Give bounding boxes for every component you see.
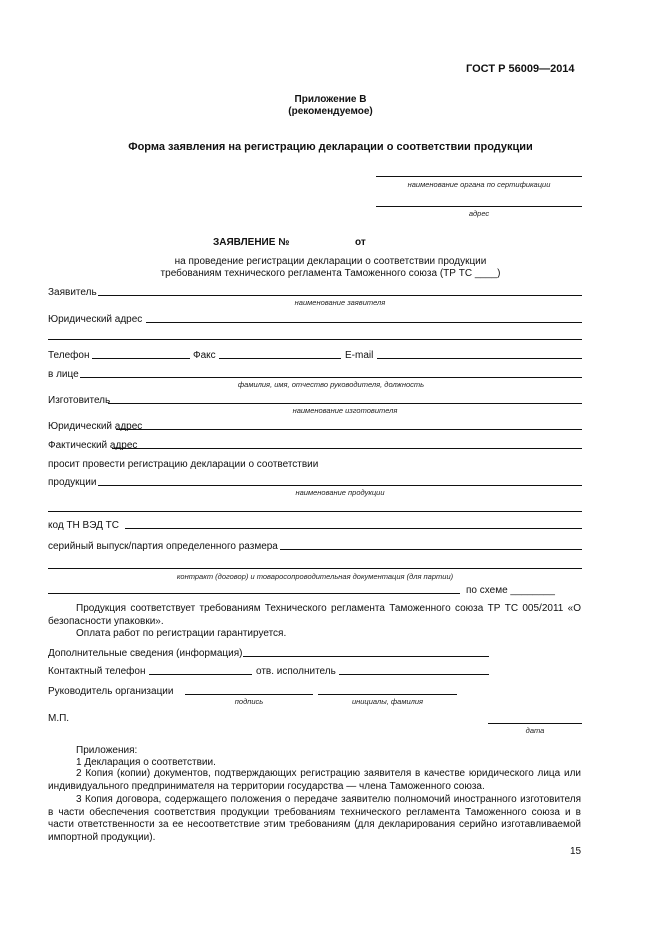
scheme-label: по схеме ________ xyxy=(466,585,555,596)
additional-info-input-line[interactable] xyxy=(243,656,489,657)
phone-input-line[interactable] xyxy=(92,358,190,359)
appendix-title: Приложение В xyxy=(294,94,367,105)
products-caption: наименование продукции xyxy=(295,488,385,497)
email-label: E-mail xyxy=(345,350,374,361)
additional-info-label: Дополнительные сведения (информация) xyxy=(48,648,243,659)
applicant-label: Заявитель xyxy=(48,287,97,298)
in-person-label: в лице xyxy=(48,369,79,380)
attachments-title: Приложения: xyxy=(76,745,138,756)
attachment-item-1: 1 Декларация о соответствии. xyxy=(76,757,216,768)
signature-input-line[interactable] xyxy=(185,694,313,695)
manufacturer-label: Изготовитель xyxy=(48,395,111,406)
email-input-line[interactable] xyxy=(377,358,582,359)
request-text: просит провести регистрацию декларации о соответствии xyxy=(48,459,319,470)
legal-address-2-input-line[interactable] xyxy=(116,429,582,430)
serial-input-line[interactable] xyxy=(280,549,582,550)
document-code: ГОСТ Р 56009—2014 xyxy=(466,63,575,75)
statement-subtitle-1: на проведение регистрации декларации о соответствии продукции xyxy=(174,256,487,267)
certification-body-line xyxy=(376,176,582,177)
address-line xyxy=(376,206,582,207)
phone-label: Телефон xyxy=(48,350,90,361)
date-input-line[interactable] xyxy=(488,723,582,724)
in-person-input-line[interactable] xyxy=(80,377,582,378)
contract-caption: контракт (договор) и товаросопроводительная документация (для партии) xyxy=(176,572,454,581)
applicant-input-line[interactable] xyxy=(98,295,582,296)
contact-phone-input-line[interactable] xyxy=(149,674,252,675)
actual-address-input-line[interactable] xyxy=(112,448,582,449)
actual-address-label: Фактический адрес xyxy=(48,440,138,451)
payment-paragraph: Оплата работ по регистрации гарантируется. xyxy=(76,628,287,639)
products-label: продукции xyxy=(48,477,97,488)
products-input-line-2[interactable] xyxy=(48,511,582,512)
attachment-item-3: 3 Копия договора, содержащего положения о передаче заявителю полномочий иностранного изготовителя в части обеспечения соответствия продукции требованиям технического регламента Таможенного союза и в части ответственности за ее несоответствие этим требованиям (для декларирования серийно изготавливаемой импортной продукции). xyxy=(48,794,581,843)
head-label: Руководитель организации xyxy=(48,686,174,697)
statement-date-label: от xyxy=(355,237,366,248)
date-caption: дата xyxy=(525,726,545,735)
tn-ved-input-line[interactable] xyxy=(125,528,582,529)
manufacturer-caption: наименование изготовителя xyxy=(292,406,398,415)
legal-address-input-line-2[interactable] xyxy=(48,339,582,340)
legal-address-input-line[interactable] xyxy=(146,322,582,323)
scheme-input-line[interactable] xyxy=(48,593,460,594)
conformity-paragraph: Продукция соответствует требованиям Технического регламента Таможенного союза ТР ТС 005/2011 «О безопасности упаковки». xyxy=(48,603,581,627)
attachment-item-2: 2 Копия (копии) документов, подтверждающих регистрацию заявителя в качестве юридического лица или индивидуального предпринимателя на территории государства — члена Таможенного союза. xyxy=(48,768,581,792)
initials-input-line[interactable] xyxy=(318,694,457,695)
address-caption: адрес xyxy=(468,209,490,218)
contract-input-line[interactable] xyxy=(48,568,582,569)
statement-heading: ЗАЯВЛЕНИЕ № xyxy=(213,237,290,248)
contact-phone-label: Контактный телефон xyxy=(48,666,146,677)
legal-address-label: Юридический адрес xyxy=(48,314,143,325)
certification-body-caption: наименование органа по сертификации xyxy=(407,180,551,189)
appendix-status: (рекомендуемое) xyxy=(288,106,373,117)
responsible-label: отв. исполнитель xyxy=(256,666,336,677)
initials-caption: инициалы, фамилия xyxy=(351,697,424,706)
signature-caption: подпись xyxy=(234,697,264,706)
legal-address-2-label: Юридический адрес xyxy=(48,421,143,432)
form-title: Форма заявления на регистрацию декларации о соответствии продукции xyxy=(128,141,533,153)
tn-ved-label: код ТН ВЭД ТС xyxy=(48,520,119,531)
in-person-caption: фамилия, имя, отчество руководителя, должность xyxy=(237,380,425,389)
statement-subtitle-2: требованиям технического регламента Таможенного союза (ТР ТС ____) xyxy=(160,268,501,279)
stamp-label: М.П. xyxy=(48,713,70,724)
applicant-caption: наименование заявителя xyxy=(294,298,386,307)
manufacturer-input-line[interactable] xyxy=(108,403,582,404)
serial-label: серийный выпуск/партия определенного размера xyxy=(48,541,278,552)
products-input-line[interactable] xyxy=(98,485,582,486)
responsible-input-line[interactable] xyxy=(339,674,489,675)
page-number: 15 xyxy=(570,846,582,857)
fax-input-line[interactable] xyxy=(219,358,341,359)
fax-label: Факс xyxy=(193,350,216,361)
